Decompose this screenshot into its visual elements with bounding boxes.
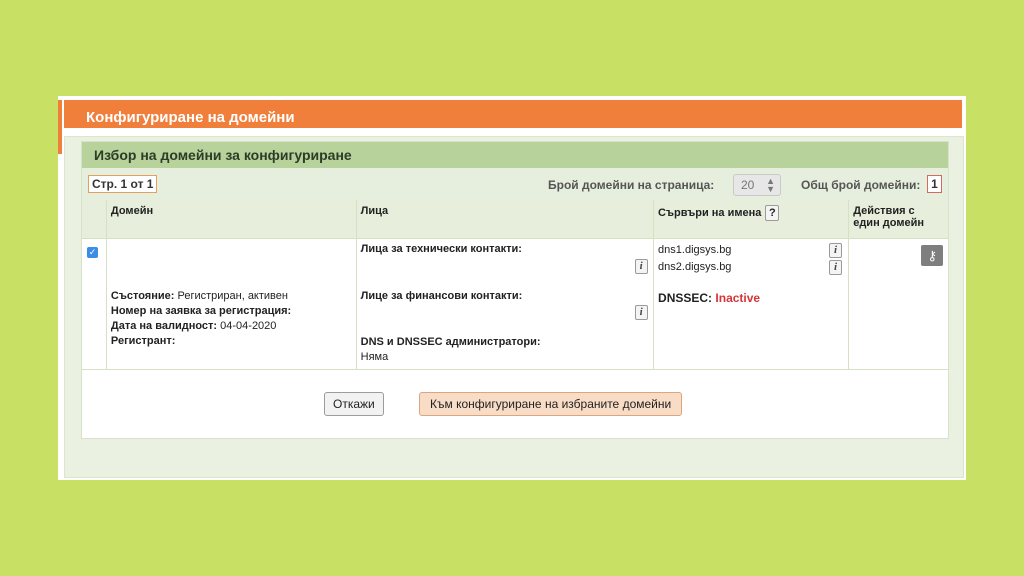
- table-header-row: [82, 200, 948, 239]
- nameservers-cell: [654, 239, 849, 370]
- nameservers-header-label: Сървъри на имена: [658, 207, 762, 219]
- validity-value: 04-04-2020: [220, 320, 277, 332]
- page-header: [64, 100, 962, 128]
- cancel-button[interactable]: Откажи: [324, 392, 384, 416]
- panel-header: [82, 142, 948, 168]
- help-icon[interactable]: ?: [765, 205, 779, 221]
- validity-label: Дата на валидност:: [110, 320, 218, 332]
- status-value: Регистриран, активен: [177, 290, 288, 302]
- dns-admins-label: DNS и DNSSEC администратори:: [360, 336, 541, 348]
- row-checkbox[interactable]: ✓: [88, 247, 97, 257]
- pagination-toolbar: [82, 168, 948, 200]
- dns-admins-value: Няма: [360, 351, 389, 363]
- nameservers-column-header: [654, 200, 849, 239]
- tech-contacts-info-icon[interactable]: i: [635, 259, 648, 274]
- select-cell: [82, 239, 106, 370]
- persons-column-header: Лица: [356, 200, 653, 239]
- dnssec-status: [658, 291, 760, 305]
- domains-table: [82, 200, 948, 370]
- status-label: Състояние:: [110, 290, 175, 302]
- header-accent-side: [58, 120, 62, 154]
- outer-panel: [64, 136, 964, 478]
- dnssec-label: DNSSEC:: [658, 291, 713, 305]
- domain-selection-panel: [81, 141, 949, 439]
- panel-title: Избор на домейни за конфигуриране: [94, 147, 352, 163]
- select-column-header: [82, 200, 106, 239]
- nameserver-1: dns1.digsys.bg: [658, 244, 732, 256]
- configure-selected-button[interactable]: Към конфигуриране на избраните домейни: [419, 392, 682, 416]
- table-row: [82, 239, 948, 370]
- total-domains-count: 1: [927, 175, 942, 193]
- per-page-select[interactable]: [733, 174, 781, 196]
- actions-column-header: Действия с един домейн: [849, 200, 948, 239]
- select-arrows-icon: ▲ ▼: [766, 176, 775, 194]
- key-icon[interactable]: ⚷: [921, 245, 943, 266]
- page-indicator: Стр. 1 от 1: [88, 175, 157, 193]
- per-page-label: Брой домейни на страница:: [548, 178, 715, 192]
- domain-cell: [106, 239, 356, 370]
- fin-contacts-info-icon[interactable]: i: [635, 305, 648, 320]
- per-page-value: 20: [741, 178, 755, 192]
- total-domains-label: Общ брой домейни:: [801, 178, 921, 192]
- domain-info: [111, 289, 291, 349]
- ns1-info-icon[interactable]: i: [829, 243, 842, 258]
- tech-contacts-label: Лица за технически контакти:: [360, 243, 522, 255]
- main-window: [58, 96, 966, 480]
- request-number-label: Номер на заявка за регистрация:: [110, 305, 292, 317]
- page-title: Конфигуриране на домейни: [86, 109, 295, 126]
- registrant-label: Регистрант:: [110, 335, 176, 347]
- fin-contacts-label: Лице за финансови контакти:: [360, 290, 523, 302]
- ns2-info-icon[interactable]: i: [829, 260, 842, 275]
- actions-cell: [849, 239, 948, 370]
- domain-column-header: Домейн: [106, 200, 356, 239]
- dnssec-value: Inactive: [715, 291, 761, 305]
- nameserver-2: dns2.digsys.bg: [658, 261, 732, 273]
- persons-cell: [356, 239, 653, 370]
